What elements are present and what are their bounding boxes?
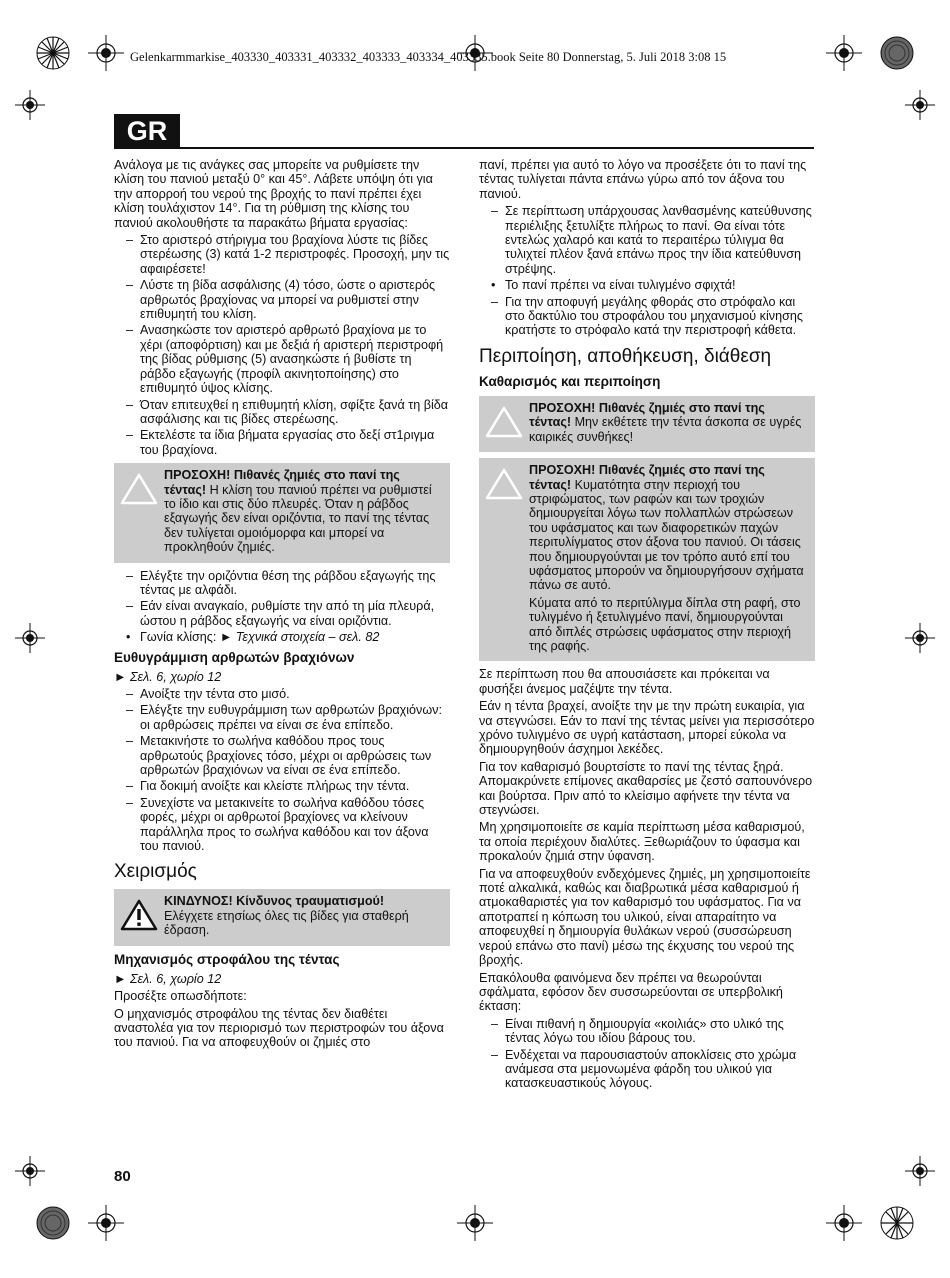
language-tab: GR bbox=[114, 114, 180, 148]
warning-triangle-icon bbox=[485, 405, 523, 439]
list-item: – Μετακινήστε το σωλήνα καθόδου προς τους αρθρωτούς βραχίονες τόσο, μέχρι οι αρθρώσεις των αρθρωτών βραχιόνων να είναι σε ένα επίπεδο. bbox=[114, 734, 450, 777]
cross-reference: Σελ. 6, χωρίο 12 bbox=[129, 669, 222, 684]
paragraph: Προσέξτε οπωσδήποτε: bbox=[114, 989, 247, 1004]
registration-mark-icon bbox=[905, 623, 935, 653]
paragraph: Ο μηχανισμός στροφάλου της τέντας δεν διαθέτει αναστολέα για τον περιορισμό των περιστροφών του άξονα του πανιού. Για να αποφευχθούν οι ζημιές στο bbox=[114, 1006, 444, 1050]
caution-title: ΠΡΟΣΟΧΗ! Πιθανές ζημιές στο πανί της τέντας! bbox=[529, 400, 765, 430]
warning-triangle-icon bbox=[485, 467, 523, 501]
registration-mark-icon bbox=[826, 35, 862, 71]
page-number: 80 bbox=[114, 1168, 131, 1185]
danger-title: ΚΙΝΔΥΝΟΣ! Κίνδυνος τραυματισμού! bbox=[164, 894, 385, 909]
danger-text: Ελέγχετε ετησίως όλες τις βίδες για σταθερή έδραση. bbox=[164, 908, 409, 938]
cross-reference: Τεχνικά στοιχεία – σελ. 82 bbox=[235, 630, 380, 645]
warning-triangle-icon bbox=[120, 472, 158, 506]
registration-mark-icon bbox=[905, 90, 935, 120]
caution-text: Η κλίση του πανιού πρέπει να ρυθμιστεί το ίδιο και στις δύο πλευρές. Όταν η ράβδος εξαγωγής δεν είναι οριζόντια, το πανί της τέντας δεν τυλίγεται ομοιόμορφα και μπορεί να προκληθούν ζημιές. bbox=[164, 482, 432, 555]
caution-text: Κυματότητα στην περιοχή του στριφώματος, των ραφών και των τροχιών δημιουργείται λόγω των πολλαπλών στρώσεων του υφάσματος και των διαφορετικών παχών περιτυλίγματος στον άξονα του πανιού. Οι τάσεις που δημιουργούνται με τον τρόπο αυτό επί του υφάσματος μπορούν να δημιουργήσουν σχήματα πάνω σε αυτό. bbox=[529, 477, 804, 593]
registration-mark-icon bbox=[457, 1205, 493, 1241]
crop-rosette-icon bbox=[35, 35, 71, 71]
paragraph: Για να αποφευχθούν ενδεχόμενες ζημιές, μη χρησιμοποιείτε ποτέ αλκαλικά, καθώς και διαβρωτικά μέσα καθαρισμού ή ατμοκαθαριστές για τον καθαρισμό του υφάσματος. Για να αποτραπεί η κόπωση του υλικού, είναι απαραίτητο να αποφευχθεί η δημιουργία θυλάκων νερού (συσσώρευση νερού επάνω στο πανί) μέσω της έκχυσης του νερού της βροχής. bbox=[479, 866, 811, 968]
caution-text: Μην εκθέτετε την τέντα άσκοπα σε υγρές καιρικές συνθήκες! bbox=[529, 415, 802, 444]
caution-box bbox=[479, 396, 815, 452]
section-heading: Μηχανισμός στροφάλου της τέντας bbox=[114, 951, 340, 967]
chapter-heading: Περιποίηση, αποθήκευση, διάθεση bbox=[479, 345, 772, 367]
registration-mark-icon bbox=[88, 35, 124, 71]
paragraph: Για τον καθαρισμό βουρτσίστε το πανί της τέντας ξηρά. Απομακρύνετε επίμονες ακαθαρσίες με ζεστό σαπουνόνερο και βούρτσα. Πριν από το κλείσιμο αφήνετε την τέντα να στεγνώσει. bbox=[479, 759, 813, 818]
registration-mark-icon bbox=[826, 1205, 862, 1241]
left-column bbox=[114, 158, 450, 1053]
list-item: – Ανοίξτε την τέντα στο μισό. bbox=[114, 687, 450, 701]
cross-reference: Σελ. 6, χωρίο 12 bbox=[129, 971, 222, 986]
list-item: • Το πανί πρέπει να είναι τυλιγμένο σφιχτά! bbox=[479, 278, 815, 292]
list-item: – Για δοκιμή ανοίξτε και κλείστε πλήρως την τέντα. bbox=[114, 779, 450, 793]
list-item: – Ελέγξτε την οριζόντια θέση της ράβδου εξαγωγής της τέντας με αλφάδι. bbox=[114, 569, 450, 598]
chapter-heading: Χειρισμός bbox=[114, 861, 197, 883]
caution-text: Κύματα από το περιτύλιγμα δίπλα στη ραφή, στο τυλιγμένο ή ξετυλιγμένο πανί, δημιουργούνται από διπλές στρώσεις υφάσματος στην περιοχή της ραφής. bbox=[529, 595, 801, 653]
list-item: – Λύστε τη βίδα ασφάλισης (4) τόσο, ώστε ο αριστερός αρθρωτός βραχίονας να μπορεί να ρυθμιστεί στην επιθυμητή του κλίση. bbox=[114, 278, 450, 321]
paragraph: πανί, πρέπει για αυτό το λόγο να προσέξετε ότι το πανί της τέντας τυλίγεται πάντα επάνω γύρω από τον άξονα του πανιού. bbox=[479, 158, 807, 201]
registration-mark-icon bbox=[15, 623, 45, 653]
list-item bbox=[114, 630, 450, 644]
crop-rosette-icon bbox=[879, 1205, 915, 1241]
danger-triangle-icon bbox=[120, 898, 158, 932]
arrow-icon: ► bbox=[114, 971, 127, 986]
header-rule bbox=[114, 147, 814, 149]
list-item: – Όταν επιτευχθεί η επιθυμητή κλίση, σφίξτε ξανά τη βίδα ασφάλισης και τις βίδες στερέωσης. bbox=[114, 398, 450, 427]
caution-box bbox=[114, 463, 450, 562]
list-item: – Ελέγξτε την ευθυγράμμιση των αρθρωτών βραχιόνων: οι αρθρώσεις πρέπει να είναι σε ένα επίπεδο. bbox=[114, 703, 450, 732]
section-heading: Καθαρισμός και περιποίηση bbox=[479, 373, 661, 389]
list-item: – Εάν είναι αναγκαίο, ρυθμίστε την από τη μία πλευρά, ώστου η ράβδος εξαγωγής να είναι οριζόντια. bbox=[114, 599, 450, 628]
list-item: – Εκτελέστε τα ίδια βήματα εργασίας στο δεξί στ1ριγμα του βραχίονα. bbox=[114, 428, 450, 457]
arrow-icon: ► bbox=[114, 669, 127, 684]
bullet-label: Γωνία κλίσης: bbox=[140, 630, 217, 645]
list-item: – Σε περίπτωση υπάρχουσας λανθασμένης κατεύθυνσης περιέλιξης ξετυλίξτε πλήρως το πανί. Θα είναι τότε εντελώς χαλαρό και κατά το περαιτέρω τύλιγμα θα τυλιχτεί πλέον ξανά επάνω προς την ίδια κατεύθυνση στρέψης. bbox=[479, 204, 815, 276]
crop-rosette-icon bbox=[879, 35, 915, 71]
list-item: – Για την αποφυγή μεγάλης φθοράς στο στρόφαλο και στο δακτύλιο του στροφάλου του μηχανισμού κίνησης κρατήστε το στρόφαλο κατά την περιστροφή κάθετα. bbox=[479, 295, 815, 338]
paragraph: Μη χρησιμοποιείτε σε καμία περίπτωση μέσα καθαρισμού, τα οποία περιέχουν διαλύτες. Ξεθωριάζουν το ύφασμα και προκαλούν ζημιά στην ύφανση. bbox=[479, 820, 805, 864]
paragraph: Σε περίπτωση που θα απουσιάσετε και πρόκειται να φυσήξει άνεμος μαζέψτε την τέντα. bbox=[479, 667, 770, 696]
registration-mark-icon bbox=[88, 1205, 124, 1241]
arrow-icon: ► bbox=[219, 630, 233, 645]
crop-rosette-icon bbox=[35, 1205, 71, 1241]
caution-box bbox=[479, 458, 815, 661]
list-item: – Ενδέχεται να παρουσιαστούν αποκλίσεις στο χρώμα ανάμεσα στα μεμονωμένα φάρδη του υλικού για κατασκευαστικούς λόγους. bbox=[479, 1048, 815, 1091]
list-item: – Στο αριστερό στήριγμα του βραχίονα λύστε τις βίδες στερέωσης (3) κατά 1-2 περιστροφές. Προσοχή, μην τις αφαιρέσετε! bbox=[114, 233, 450, 276]
print-header: Gelenkarmmarkise_403330_403331_403332_403333_403334_403335.book Seite 80 Donnerstag, 5. Juli 2018 3:08 15 bbox=[130, 50, 727, 64]
caution-title: ΠΡΟΣΟΧΗ! Πιθανές ζημιές στο πανί της τέντας! bbox=[164, 468, 400, 497]
list-item: – Συνεχίστε να μετακινείτε το σωλήνα καθόδου τόσες φορές, μέχρι οι αρθρωτοί βραχίονες να κλείνουν παράλληλα προς το σωλήνα καθόδου και τον άξονα του πανιού. bbox=[114, 796, 450, 854]
danger-box bbox=[114, 889, 450, 945]
paragraph: Εάν η τέντα βραχεί, ανοίξτε την με την πρώτη ευκαιρία, για να στεγνώσει. Εάν το πανί της τέντας μείνει για περισσότερο χρόνο τυλιγμένο σε υγρή κατάσταση, μπορεί εύκολα να δημιουργηθούν άσχημοι λεκέδες. bbox=[479, 699, 815, 757]
caution-title: ΠΡΟΣΟΧΗ! Πιθανές ζημιές στο πανί της τέντας! bbox=[529, 463, 765, 492]
section-heading: Ευθυγράμμιση αρθρωτών βραχιόνων bbox=[114, 649, 355, 665]
registration-mark-icon bbox=[15, 90, 45, 120]
registration-mark-icon bbox=[15, 1156, 45, 1186]
intro-paragraph: Ανάλογα με τις ανάγκες σας μπορείτε να ρυθμίσετε την κλίση του πανιού μεταξύ 0° και 45°. Λάβετε υπόψη ότι για την απορροή του νερού της βροχής το πανί πρέπει έχει κλίση τουλάχιστον 14°. Για τη ρύθμιση της κλίσης του πανιού ακολουθήστε τα παρακάτω βήματα εργασίας: bbox=[114, 158, 433, 230]
paragraph: Επακόλουθα φαινόμενα δεν πρέπει να θεωρούνται σφάλματα, εφόσον δεν συσσωρεύονται σε υπερβολική έκταση: bbox=[479, 970, 783, 1014]
right-column bbox=[479, 158, 815, 1093]
list-item: – Ανασηκώστε τον αριστερό αρθρωτό βραχίονα με το χέρι (αποφόρτιση) και με δεξιά ή αριστερή περιστροφή της βίδας ρύθμισης (5) ανασηκώστε ή βυθίστε τη ράβδο εξαγωγής (προφίλ ακινητοποίησης) στο επιθυμητό ύψος κλίσης. bbox=[114, 323, 450, 395]
registration-mark-icon bbox=[905, 1156, 935, 1186]
list-item: – Είναι πιθανή η δημιουργία «κοιλιάς» στο υλικό της τέντας λόγω του ιδίου βάρους του. bbox=[479, 1017, 815, 1046]
